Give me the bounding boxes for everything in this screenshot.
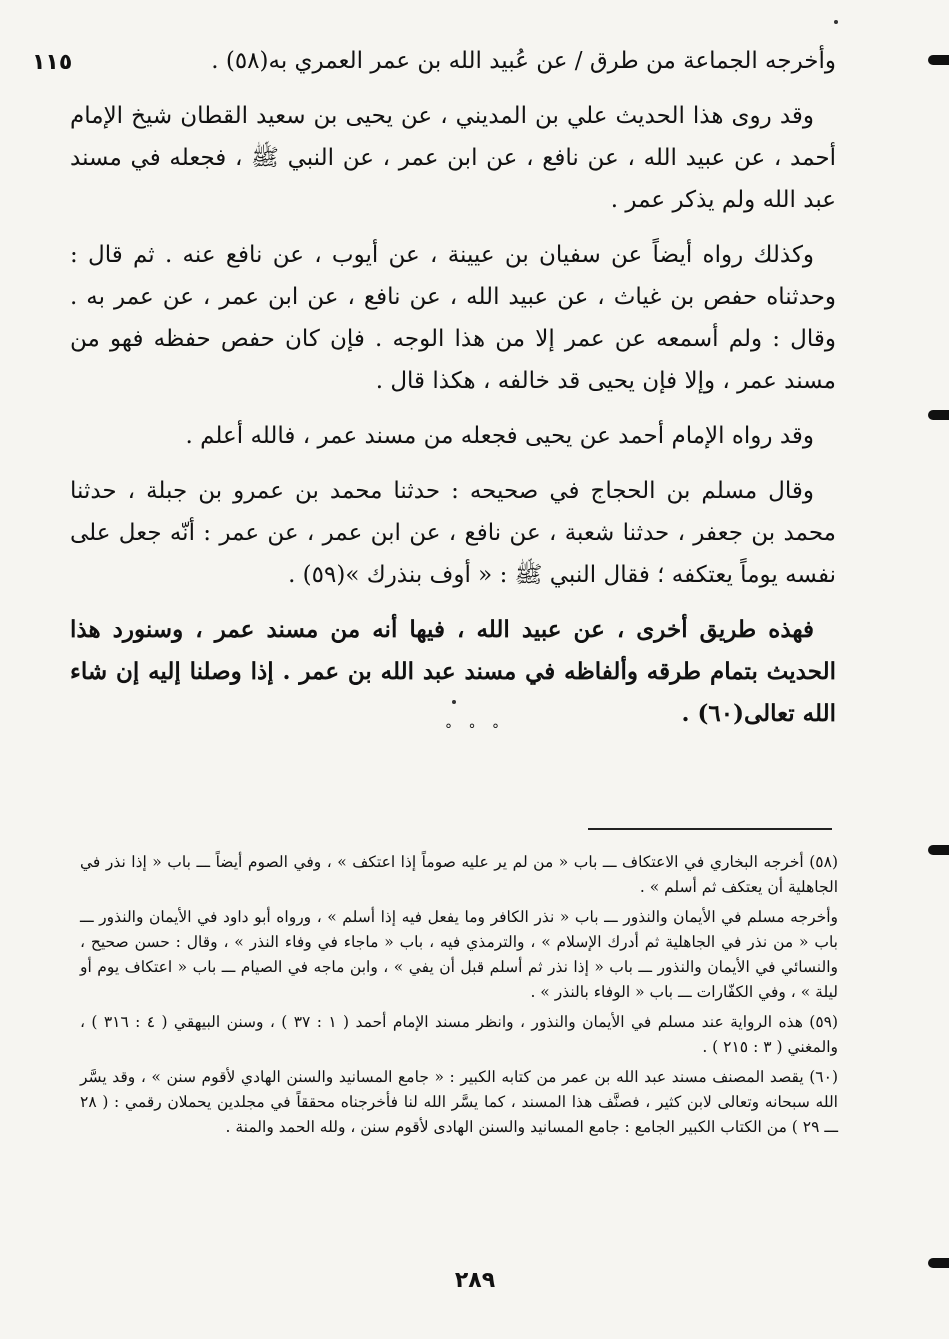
paragraph-1: وأخرجه الجماعة من طرق / عن عُبيد الله بن عمر العمري به(٥٨) .	[211, 48, 836, 74]
footnote-58-continued: وأخرجه مسلم في الأيمان والنذور ـــ باب « نذر الكافر وما يفعل فيه إذا أسلم » ، ورواه أبو داود في الأيمان والنذور ـــ باب « من نذر في الجاهلية ثم أدرك الإسلام » ، والترمذي فيه ، باب « ماجاء في وفاء النذر » ، وقال : حسن صحيح ، والنسائي في الأيمان والنذور ـــ باب « إذا نذر ثم أسلم قبل أن يفي » ، وابن ماجه في الصيام ـــ باب « اعتكاف يوم أو ليلة » ، وفي الكفّارات ـــ باب « الوفاء بالنذر » .	[80, 908, 838, 1001]
paragraph-3: وكذلك رواه أيضاً عن سفيان بن عيينة ، عن أيوب ، عن نافع عنه . ثم قال : وحدثناه حفص بن غياث ، عن عبيد الله ، عن نافع ، عن ابن عمر ، عن عمر به . وقال : ولم أسمعه عن عمر إلا من هذا الوجه . فإن كان حفص حفظه فهو من مسند عمر ، وإلا فإن يحيى قد خالفه ، هكذا قال .	[70, 242, 836, 394]
section-separator: ° ° °	[445, 722, 505, 738]
footnote-60: (٦٠) يقصد المصنف مسند عبد الله بن عمر من كتابه الكبير : « جامع المسانيد والسنن الهادي لأقوم سنن » ، وقد يسَّر الله سبحانه وتعالى لابن كثير ، فصنَّف هذا المسند ، كما يسَّر الله لنا فأخرجناه محققاً في مجلدين يحملان رقمي : ( ٢٨ ـــ ٢٩ ) من الكتاب الكبير الجامع : جامع المسانيد والسنن الهادى لأقوم سنن ، ولله الحمد والمنة .	[80, 1068, 838, 1136]
scan-edge-mark	[928, 1258, 949, 1268]
paragraph-6: فهذه طريق أخرى ، عن عبيد الله ، فيها أنه من مسند عمر ، وسنورد هذا الحديث بتمام طرقه وألفاظه في مسند عبد الله بن عمر . إذا وصلنا إليه إن شاء الله تعالى(٦٠) .	[70, 616, 836, 727]
main-text	[70, 40, 836, 748]
paragraph-4: وقد رواه الإمام أحمد عن يحيى فجعله من مسند عمر ، فالله أعلم .	[185, 423, 814, 449]
scan-speck	[452, 700, 456, 704]
paragraph-5: وقال مسلم بن الحجاج في صحيحه : حدثنا محمد بن عمرو بن جبلة ، حدثنا محمد بن جعفر ، حدثنا شعبة ، عن نافع ، عن ابن عمر ، عن عمر : أنّه جعل على نفسه يوماً يعتكفه ؛ فقال النبي ﷺ : « أوف بنذرك »(٥٩) .	[70, 478, 836, 588]
scan-speck	[834, 20, 838, 24]
scan-edge-mark	[928, 55, 949, 65]
margin-page-number: ١١٥	[32, 50, 73, 75]
footnote-59: (٥٩) هذه الرواية عند مسلم في الأيمان والنذور ، وانظر مسند الإمام أحمد ( ١ : ٣٧ ) ، وسنن البيهقي ( ٤ : ٣١٦ ) ، والمغني ( ٣ : ٢١٥ ) .	[80, 1013, 839, 1056]
page-number: ٢٨٩	[454, 1268, 496, 1293]
scan-edge-mark	[928, 410, 949, 420]
footnote-58: (٥٨) أخرجه البخاري في الاعتكاف ـــ باب « من لم ير عليه صوماً إذا اعتكف » ، وفي الصوم أيضاً ـــ باب « إذا نذر في الجاهلية أن يعتكف ثم أسلم » .	[80, 853, 838, 896]
paragraph-2: وقد روى هذا الحديث علي بن المديني ، عن يحيى بن سعيد القطان شيخ الإمام أحمد ، عن عبيد الله ، عن نافع ، عن ابن عمر ، عن النبي ﷺ ، فجعله في مسند عبد الله ولم يذكر عمر .	[70, 103, 836, 213]
scan-edge-mark	[928, 845, 949, 855]
footnote-rule	[588, 828, 832, 830]
footnotes	[80, 850, 838, 1145]
